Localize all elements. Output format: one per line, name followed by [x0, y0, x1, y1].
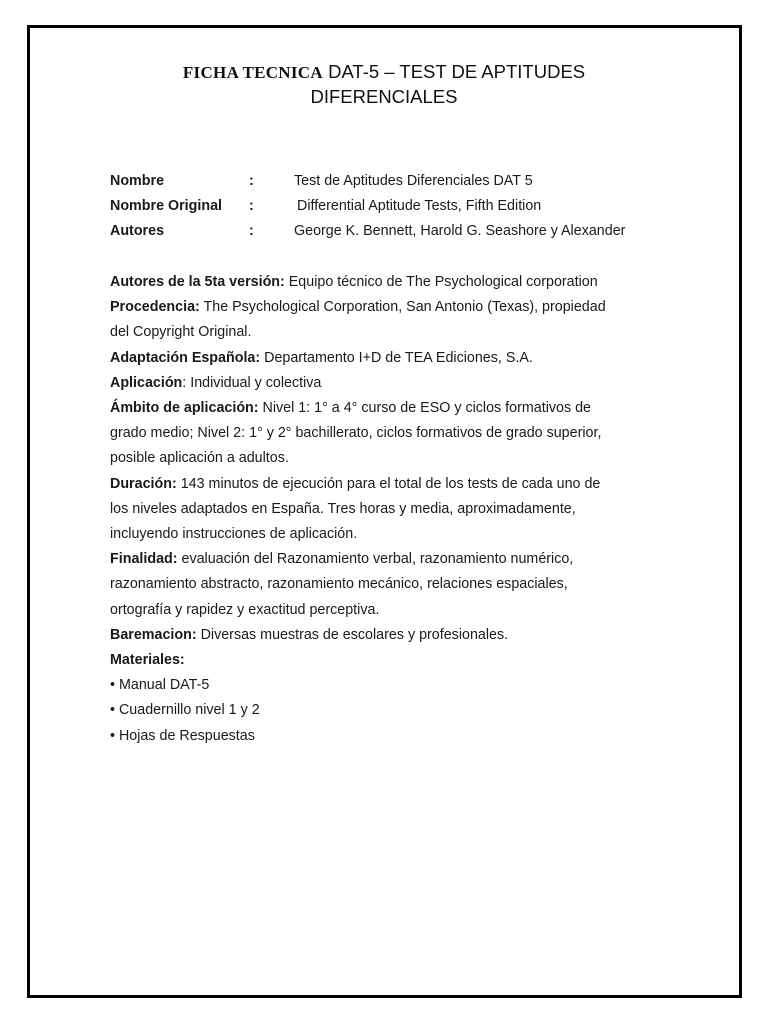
- section-label: Autores de la 5ta versión:: [110, 274, 285, 290]
- meta-label-nombre-original: Nombre Original: [110, 198, 223, 214]
- section-procedencia: [110, 295, 670, 345]
- section-text: posible aplicación a adultos.: [110, 450, 289, 467]
- meta-value-autores: George K. Bennett, Harold G. Seashore y Alexander: [294, 223, 626, 239]
- section-text: Equipo técnico de The Psychological corporation: [284, 274, 598, 290]
- meta-value-nombre-original: Differential Aptitude Tests, Fifth Edition: [297, 198, 542, 214]
- section-finalidad: [110, 547, 670, 623]
- title-test-name: DAT-5 – TEST DE APTITUDES: [328, 61, 586, 82]
- section-text: del Copyright Original.: [110, 324, 252, 341]
- section-text: 143 minutos de ejecución para el total de los tests de cada uno de: [176, 475, 601, 492]
- meta-colon: :: [249, 173, 254, 189]
- section-label: Ámbito de aplicación:: [110, 400, 259, 417]
- list-item: • Hojas de Respuestas: [110, 727, 255, 744]
- section-baremacion: [110, 623, 670, 648]
- section-adaptacion: [110, 346, 670, 371]
- section-label: Duración:: [110, 475, 177, 492]
- title-line-1: [0, 60, 768, 85]
- section-text: The Psychological Corporation, San Antonio (Texas), propiedad: [199, 299, 606, 316]
- section-text: los niveles adaptados en España. Tres horas y media, aproximadamente,: [110, 500, 576, 517]
- meta-label-nombre: Nombre: [110, 173, 165, 189]
- section-text: evaluación del Razonamiento verbal, razonamiento numérico,: [177, 551, 574, 568]
- title-ficha-tecnica: FICHA TECNICA: [182, 63, 323, 82]
- section-label: Adaptación Española:: [110, 349, 261, 366]
- meta-label-autores: Autores: [110, 223, 165, 239]
- list-item: • Manual DAT-5: [110, 677, 210, 694]
- section-label: Aplicación: [110, 374, 183, 391]
- section-label: Procedencia:: [110, 299, 200, 316]
- section-label: Baremacion:: [110, 626, 197, 643]
- section-aplicacion: [110, 371, 670, 396]
- document-body: [110, 270, 670, 749]
- meta-value-nombre: Test de Aptitudes Diferenciales DAT 5: [294, 173, 533, 189]
- section-text: razonamiento abstracto, razonamiento mecánico, relaciones espaciales,: [110, 576, 568, 593]
- section-ambito: [110, 396, 670, 472]
- section-materiales: [110, 648, 670, 673]
- section-text: ortografía y rapidez y exactitud perceptiva.: [110, 601, 380, 618]
- section-text: grado medio; Nivel 2: 1° y 2° bachillerato, ciclos formativos de grado superior,: [110, 425, 602, 442]
- meta-colon: :: [249, 223, 254, 239]
- section-text: Diversas muestras de escolares y profesionales.: [196, 626, 509, 643]
- section-text: Departamento I+D de TEA Ediciones, S.A.: [260, 349, 533, 366]
- materials-list: [110, 673, 670, 749]
- title-line-2: DIFERENCIALES: [310, 86, 458, 107]
- list-item: • Cuadernillo nivel 1 y 2: [110, 702, 260, 719]
- section-label: Materiales:: [110, 652, 185, 669]
- section-text: incluyendo instrucciones de aplicación.: [110, 526, 358, 543]
- section-label: Finalidad:: [110, 551, 178, 568]
- section-text: : Individual y colectiva: [182, 374, 322, 391]
- section-autores-5ta: [110, 270, 670, 295]
- document-title: [0, 60, 768, 109]
- section-duracion: [110, 472, 670, 548]
- meta-colon: :: [249, 198, 254, 214]
- section-text: Nivel 1: 1° a 4° curso de ESO y ciclos formativos de: [258, 400, 591, 417]
